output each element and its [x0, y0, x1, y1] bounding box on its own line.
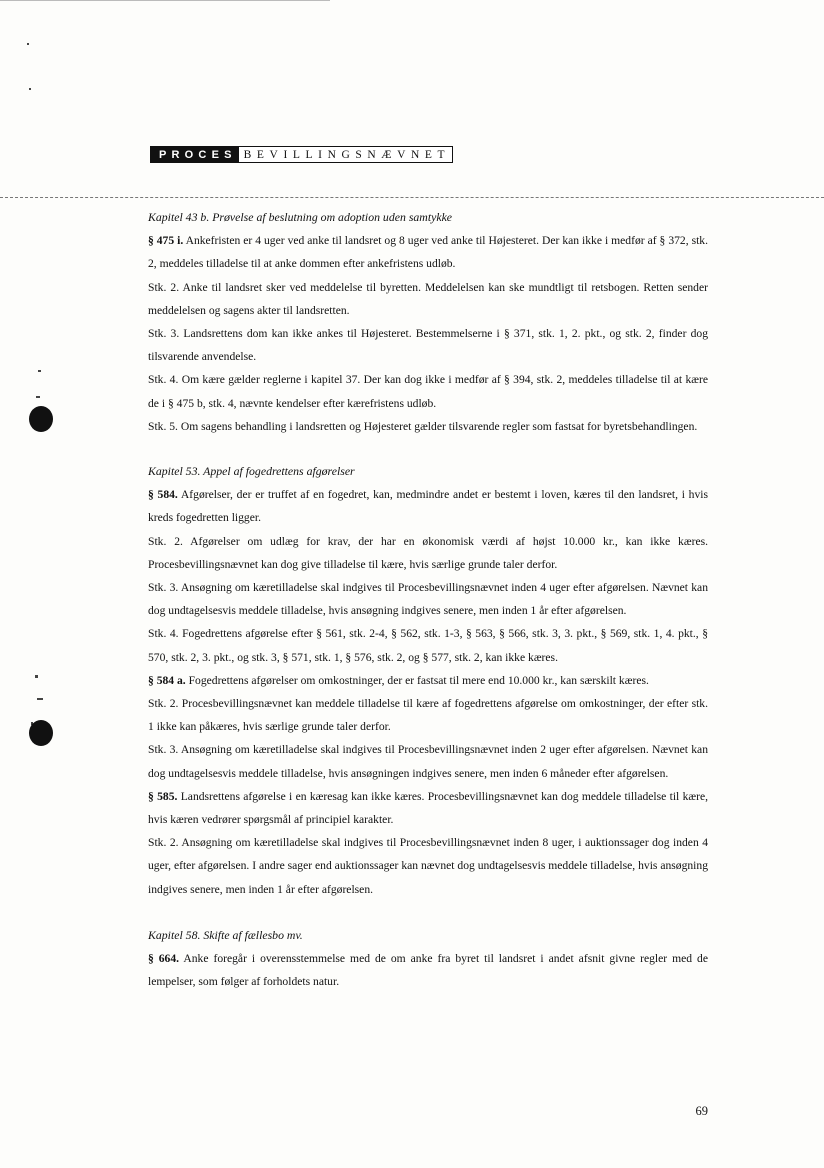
chapter-heading: Kapitel 58. Skifte af fællesbo mv. — [148, 927, 303, 942]
paragraph-text: Stk. 2. Anke til landsret sker ved meddelelse til byretten. Meddelelsen kan ske mundtligt til retsbogen. Retten sender meddelelsen og sagens akter til landsretten. — [148, 280, 708, 317]
paragraph — [148, 368, 708, 414]
scan-speck — [29, 88, 31, 90]
chapter-heading: Kapitel 53. Appel af fogedrettens afgørelser — [148, 464, 355, 479]
paragraph — [148, 785, 708, 831]
header-dark-text: PROCES — [151, 147, 239, 162]
header-light-text: BEVILLINGSNÆVNET — [239, 147, 453, 162]
paragraph — [148, 229, 708, 275]
paragraph-text: Stk. 3. Landsrettens dom kan ikke ankes til Højesteret. Bestemmelserne i § 371, stk. 1, 2. pkt., og stk. 2, finder dog tilsvarende anvendelse. — [148, 327, 708, 364]
paragraph — [148, 669, 708, 692]
paragraph — [148, 622, 708, 668]
top-rule — [0, 0, 330, 1]
paragraph-text: Stk. 4. Om kære gælder reglerne i kapitel 37. Der kan dog ikke i medfør af § 394, stk. 2, meddeles tilladelse til at kære de i § 475 b, stk. 4, nævnte kendelser efter kærefristens udløb. — [148, 373, 708, 410]
section-number: § 584 a. — [148, 673, 186, 687]
punch-hole — [29, 720, 53, 746]
paragraph-text: Ankefristen er 4 uger ved anke til landsret og 8 uger ved anke til Højesteret. Der kan ikke i medfør af § 372, stk. 2, meddeles tilladelse til at anke dommen efter ankefristens udløb. — [148, 234, 709, 271]
paragraph-text: Fogedrettens afgørelser om omkostninger, der er fastsat til mere end 10.000 kr., kan særskilt kæres. — [185, 673, 649, 687]
document-body — [148, 206, 708, 994]
paragraph — [148, 483, 708, 529]
chapter-heading: Kapitel 43 b. Prøvelse af beslutning om adoption uden samtykke — [148, 210, 453, 224]
scan-speck — [36, 396, 40, 398]
paragraph — [148, 415, 708, 438]
paragraph-text: Stk. 5. Om sagens behandling i landsretten og Højesteret gælder tilsvarende regler som fastsat for byretsbehandlingen. — [148, 419, 698, 433]
paragraph-text: Landsrettens afgørelse i en kæresag kan ikke kæres. Procesbevillingsnævnet kan dog meddele tilladelse til kære, hvis kæren vedrører spørgsmål af principiel karakter. — [148, 789, 709, 827]
paragraph-text: Stk. 3. Ansøgning om kæretilladelse skal indgives til Procesbevillingsnævnet inden 4 uger efter afgørelsen. Nævnet kan dog undtagelsesvis meddele tilladelse, hvis ansøgning indgives senere, men inden 1 år efter afgørelsen. — [148, 581, 708, 618]
paragraph-text: Anke foregår i overensstemmelse med de om anke fra byret til landsret i andet afsnit givne regler med de lempelser, som følger af forholdets natur. — [148, 952, 708, 989]
paragraph — [148, 322, 708, 368]
paragraph-text: Stk. 2. Procesbevillingsnævnet kan meddele tilladelse til kære af fogedrettens afgørelse om omkostninger, der efter stk. 1 ikke kan påkæres, hvis særlige grunde taler derfor. — [148, 697, 708, 734]
paragraph — [148, 276, 708, 322]
paragraph — [148, 831, 708, 901]
punch-hole — [29, 406, 53, 432]
scan-speck — [37, 698, 43, 700]
section-number: § 475 i. — [148, 234, 184, 248]
paragraph — [148, 692, 708, 738]
scan-speck — [27, 43, 29, 45]
paragraph — [148, 576, 708, 622]
paragraph-text: Stk. 4. Fogedrettens afgørelse efter § 561, stk. 2-4, § 562, stk. 1-3, § 563, § 566, stk. 3, 3. pkt., § 569, stk. 1, 4. pkt., § 570, stk. 2, 3. pkt., og stk. 3, § 571, stk. 1, § 576, stk. 2, og § 577, stk. 2, kan ikke kæres. — [148, 627, 708, 664]
section-number: § 664. — [148, 952, 180, 966]
scan-speck — [38, 370, 41, 372]
paragraph — [148, 738, 708, 784]
section-number: § 584. — [148, 488, 178, 502]
dashed-divider — [0, 197, 824, 198]
paragraph-text: Stk. 2. Afgørelser om udlæg for krav, der har en økonomisk værdi af højst 10.000 kr., kan ikke kæres. Procesbevillingsnævnet kan dog give tilladelse til kære, hvis særlige grunde taler derfor. — [148, 534, 708, 571]
section-number: § 585. — [148, 789, 178, 803]
paragraph — [148, 947, 708, 993]
paragraph-text: Stk. 2. Ansøgning om kæretilladelse skal indgives til Procesbevillingsnævnet inden 8 uger, i auktionssager dog inden 4 uger, efter afgørelsen. I andre sager end auktionssager kan nævnet dog undtagelsesvis meddele tilladelse, hvis ansøgning indgives senere, men inden 1 år efter afgørelsen. — [148, 836, 708, 896]
paragraph-text: Stk. 3. Ansøgning om kæretilladelse skal indgives til Procesbevillingsnævnet inden 2 uger efter afgørelsen. Nævnet kan dog undtagelsesvis meddele tilladelse, hvis ansøgningen indgives senere, men inden 6 måneder efter afgørelsen. — [148, 743, 708, 780]
paragraph — [148, 530, 708, 576]
page-header-logo — [150, 146, 453, 163]
scan-speck — [35, 675, 38, 678]
paragraph-text: Afgørelser, der er truffet af en fogedret, kan, medmindre andet er bestemt i loven, kæres til den landsret, i hvis kreds fogedretten ligger. — [148, 488, 709, 525]
page-number: 69 — [695, 1104, 708, 1118]
